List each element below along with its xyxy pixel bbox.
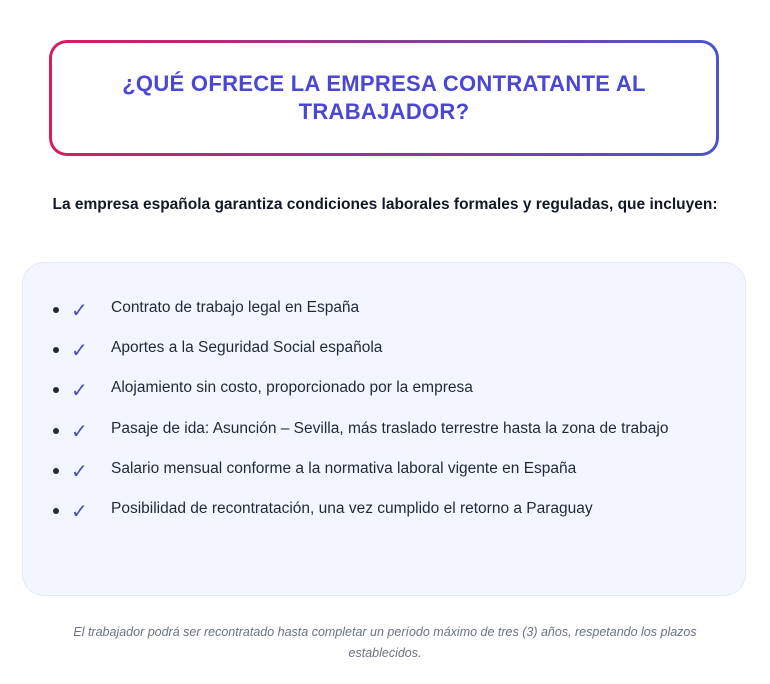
checkmark-icon: ✓: [71, 418, 88, 443]
benefit-text: Contrato de trabajo legal en España: [111, 299, 360, 316]
list-item: [53, 297, 668, 337]
benefits-card: [22, 262, 746, 596]
checkmark-icon: ✓: [71, 458, 88, 483]
checkmark-icon: ✓: [71, 298, 88, 322]
benefit-text: Salario mensual conforme a la normativa laboral vigente en España: [111, 459, 577, 477]
bullet-icon: [53, 508, 59, 514]
benefit-text: Alojamiento sin costo, proporcionado por la empresa: [111, 379, 473, 397]
intro-text: La empresa española garantiza condiciones laborales formales y reguladas, que incluyen:: [52, 196, 718, 213]
checkmark-icon: ✓: [71, 378, 88, 403]
title-frame: [49, 40, 719, 156]
title-box: [52, 43, 716, 153]
checkmark-icon: ✓: [71, 338, 88, 363]
benefit-text: Posibilidad de recontratación, una vez cumplido el retorno a Paraguay: [111, 499, 593, 517]
benefit-text: Pasaje de ida: Asunción – Sevilla, más traslado terrestre hasta la zona de trabajo: [111, 419, 669, 437]
bullet-icon: [53, 347, 59, 353]
list-item: [53, 498, 668, 538]
footnote: El trabajador podrá ser recontratado hasta completar un período máximo de tres (3) años, respetando los plazos establecidos.: [73, 625, 697, 660]
benefit-text: Aportes a la Seguridad Social española: [111, 339, 383, 357]
checkmark-icon: ✓: [71, 498, 88, 523]
bullet-icon: [53, 468, 59, 474]
bullet-icon: [53, 428, 59, 434]
list-item: [53, 337, 668, 377]
list-item: [53, 418, 668, 458]
list-item: [53, 377, 668, 417]
benefits-list: [53, 297, 668, 538]
bullet-icon: [53, 307, 59, 313]
bullet-icon: [53, 387, 59, 393]
page-title: ¿QUÉ OFRECE LA EMPRESA CONTRATANTE AL TRABAJADOR?: [122, 71, 646, 124]
list-item: [53, 458, 668, 498]
